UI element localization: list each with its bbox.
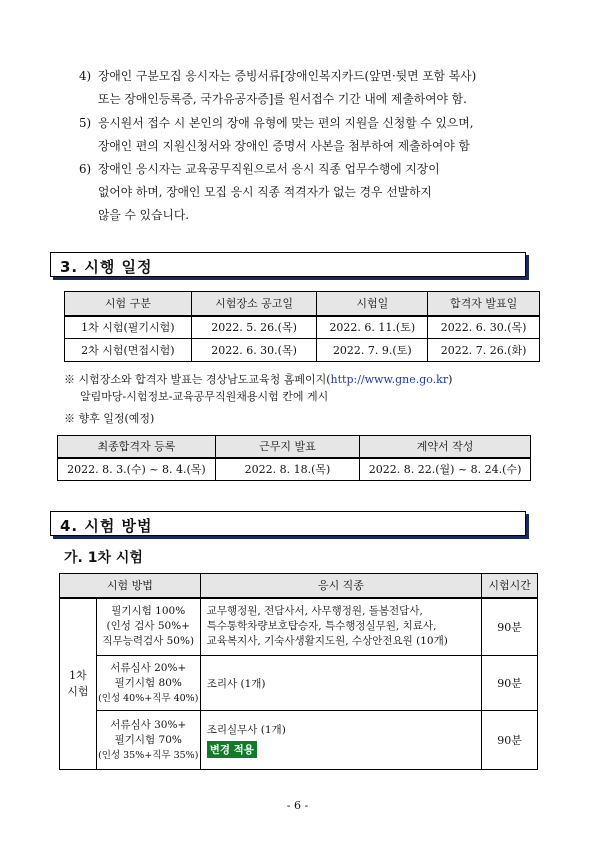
job-line: 조리사 (1개) — [206, 677, 266, 690]
section-4-title: 4. 시험 방법 — [60, 517, 153, 535]
header-cell: 시험장소 공고일 — [191, 292, 317, 316]
table-row — [65, 339, 540, 362]
section-3-heading — [50, 252, 526, 277]
job-line: 조리실무사 (1개) — [206, 724, 286, 736]
table-cell: 2022. 7. 9.(토) — [317, 339, 428, 362]
table-cell: 2022. 6. 30.(목) — [191, 339, 317, 362]
group-label: 시험 — [67, 684, 89, 698]
method-line: (인성 40%+직무 40%) — [98, 692, 199, 704]
time-cell: 90분 — [482, 711, 538, 770]
table-cell: 1차 시험(필기시험) — [65, 316, 192, 339]
page-number: - 6 - — [286, 799, 309, 812]
exam-method-table — [59, 573, 538, 770]
note-line: 장애인 구분모집 응시자는 증빙서류[장애인복지카드(앞면·뒷면 포함 복사) — [98, 69, 477, 83]
header-cell: 시험시간 — [482, 574, 538, 598]
schedule-note — [64, 373, 452, 386]
time-cell: 90분 — [482, 598, 538, 656]
group-label-cell — [60, 598, 97, 770]
homepage-link[interactable]: http://www.gne.go.kr — [330, 373, 449, 386]
jobs-cell — [200, 598, 481, 656]
header-cell: 시험 구분 — [65, 292, 192, 316]
header-cell: 근무지 발표 — [215, 436, 359, 458]
section-3-title: 3. 시행 일정 — [60, 258, 153, 276]
table-cell: 2022. 8. 22.(월) ~ 8. 24.(수) — [360, 458, 531, 481]
method-line: 서류심사 30%+ — [110, 718, 187, 731]
method-line: 필기시험 70% — [114, 733, 182, 746]
table-cell: 2022. 6. 11.(토) — [317, 316, 428, 339]
method-line: 필기시험 100% — [111, 605, 186, 618]
subsection-title: 가. 1차 시험 — [64, 550, 143, 566]
method-line: 직무능력검사 50%) — [102, 635, 195, 648]
header-cell: 시험 방법 — [60, 574, 201, 598]
time-cell: 90분 — [482, 656, 538, 711]
future-schedule-table — [57, 435, 531, 481]
job-line: 교무행정원, 전담사서, 사무행정원, 돌봄전담사, — [206, 605, 423, 618]
table-row — [58, 458, 531, 481]
method-line: (인성 검사 50%+ — [106, 620, 190, 633]
note-number: 5) — [79, 116, 92, 130]
table-row — [65, 316, 540, 339]
note-line: 장애인 응시자는 교육공무직원으로서 응시 직종 업무수행에 지장이 — [98, 162, 440, 176]
schedule-header-row — [65, 292, 540, 316]
table-row — [60, 598, 538, 656]
schedule-table — [64, 291, 540, 362]
change-applied-badge: 변경 적용 — [207, 741, 257, 758]
table-cell: 2022. 6. 30.(목) — [428, 316, 540, 339]
table-cell: 2022. 8. 18.(목) — [215, 458, 359, 481]
method-cell — [96, 598, 200, 656]
table-cell: 2022. 7. 26.(화) — [428, 339, 540, 362]
note-text: ) — [448, 373, 453, 386]
header-cell: 시험일 — [317, 292, 428, 316]
note-number: 4) — [79, 69, 92, 83]
future-header-row — [58, 436, 531, 458]
note-number: 6) — [79, 162, 92, 176]
note-line: 장애인 편의 지원신청서와 장애인 증명서 사본을 첨부하여 제출하여야 함 — [98, 139, 470, 153]
method-line: 필기시험 80% — [114, 676, 182, 689]
jobs-cell — [200, 711, 481, 770]
group-label: 1차 — [69, 668, 87, 682]
method-cell — [96, 711, 200, 770]
header-cell: 합격자 발표일 — [428, 292, 540, 316]
note-line: 또는 장애인등록증, 국가유공자증]를 원서접수 기간 내에 제출하여야 함. — [98, 92, 467, 106]
jobs-cell — [200, 656, 481, 711]
note-line: 응시원서 접수 시 본인의 장애 유형에 맞는 편의 지원을 신청할 수 있으며, — [98, 116, 474, 130]
table-row — [60, 711, 538, 770]
method-cell — [96, 656, 200, 711]
future-schedule-note: ※ 향후 일정(예정) — [64, 412, 155, 425]
note-line: 않을 수 있습니다. — [98, 208, 190, 222]
method-line: 서류심사 20%+ — [110, 661, 187, 674]
table-cell: 2022. 5. 26.(목) — [191, 316, 317, 339]
job-line: 교육복지사, 기숙사생활지도원, 수상안전요원 (10개) — [206, 635, 448, 648]
table-row — [60, 656, 538, 711]
header-cell: 응시 직종 — [200, 574, 481, 598]
job-line: 특수통학차량보호탑승자, 특수행정실무원, 치료사, — [206, 620, 437, 633]
note-line: 없어야 하며, 장애인 모집 응시 직종 적격자가 없는 경우 선발하지 — [98, 185, 432, 199]
schedule-note-line2: 알림마당-시험정보-교육공무직원채용시험 칸에 게시 — [80, 390, 329, 403]
section-4-heading — [50, 511, 526, 536]
note-text: ※ 시험장소와 합격자 발표는 경상남도교육청 홈페이지( — [64, 373, 331, 386]
exam-header-row — [60, 574, 538, 598]
header-cell: 계약서 작성 — [360, 436, 531, 458]
table-cell: 2022. 8. 3.(수) ~ 8. 4.(목) — [58, 458, 216, 481]
table-cell: 2차 시험(면접시험) — [65, 339, 192, 362]
method-line: (인성 35%+직무 35%) — [98, 749, 199, 761]
header-cell: 최종합격자 등록 — [58, 436, 216, 458]
